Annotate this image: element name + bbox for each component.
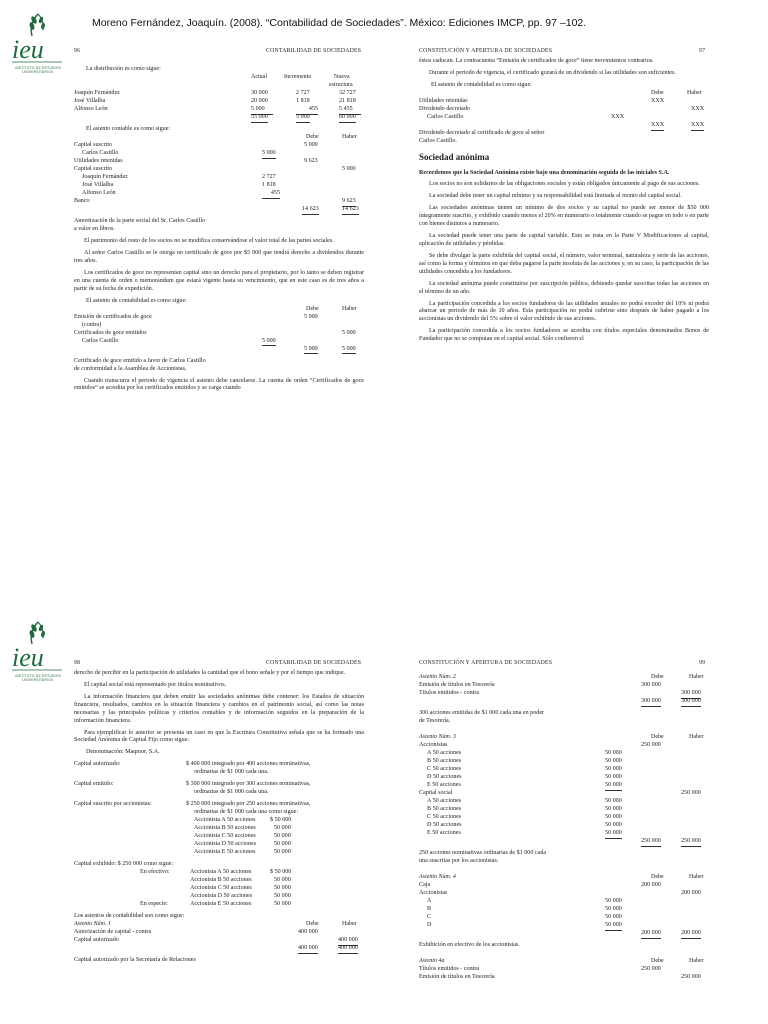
logo-wordmark: ieu bbox=[12, 35, 44, 64]
asiento-title: Asiento Núm. 2 bbox=[419, 674, 456, 680]
paragraph: Para ejemplificar lo anterior se presenta un caso en que la Escritura Constitutiva señala que se ha formado una Sociedad Anónima de Capital Fijo como sigue: bbox=[74, 729, 364, 744]
paragraph: éstos caducan. La contracuenta “Emisión de certificados de goce” tiene movimientos contrarios. bbox=[419, 58, 654, 64]
journal-row: Capital suscrito 5 000 bbox=[74, 166, 356, 172]
book-page-99: CONSTITUCIÓN Y APERTURA DE SOCIEDADES 99 Asiento Núm. 2 Debe Haber Emisión de títulos en Tesorería 300 000 Títulos emitidos - contra 300 000 300 000 300 000 300 acciones emitidas de $1 000 cada una en poder de Tesorería. Asiento Núm. 3 Debe Haber Accionistas 250 000 A 50 acciones 50 000 B 50 acciones 50 000 C 50 acciones 50 000 D 50 acciones 50 000 E 50 acciones 50 000 Capital social 250 000 A 50 acciones 50 000 B 50 acciones 50 000 C 50 acciones 50 000 D 50 acciones 50 000 E 50 acciones 50 000 250 000 250 000 250 acciones nominativas ordinarias de $1 000 cada una suscritas por los accionistas. Asiento Núm. 4 Debe Haber Caja 200 000 Accionistas 200 000 A 50 000 B 50 000 C 50 000 D 50 000 200 000 200 000 Exhibición en efectivo de los accionistas. Asiento 4a Debe Haber Títulos emitidos - contra 250 000 Emisión de títulos en Tesorería 250 000 bbox=[419, 660, 709, 982]
page-number: 98 bbox=[74, 660, 81, 666]
journal-row: (contra) bbox=[82, 321, 102, 328]
paragraph: El capital social está representado por títulos nominativos. bbox=[84, 681, 227, 688]
journal-row: D 50 000 bbox=[419, 922, 709, 930]
asiento-intro: El asiento de contabilidad es como sigue: bbox=[431, 81, 532, 88]
journal-total: 200 000 200 000 bbox=[419, 930, 709, 938]
page-number: 97 bbox=[699, 48, 706, 54]
journal-row: D 50 acciones 50 000 bbox=[427, 774, 622, 780]
laurel-icon bbox=[8, 618, 64, 674]
journal-total: 14 623 14 623 bbox=[74, 206, 364, 214]
denominacion: Denominación: Maqmor, S.A. bbox=[86, 749, 160, 756]
entry-description: Capital autorizado por la Secretaría de Relaciones bbox=[74, 957, 196, 964]
journal-row: Autorización de capital - contra 400 000 bbox=[74, 929, 318, 936]
paragraph: La sociedad debe tener un capital mínimo y su responsabilidad está limitada al monto del capital social. bbox=[429, 193, 682, 200]
dist-intro: La distribución es como sigue: bbox=[86, 66, 161, 72]
shareholder-row: Accionista C 50 acciones 50 000 bbox=[190, 885, 291, 892]
logo-wordmark: ieu bbox=[12, 643, 44, 672]
journal-row: Alfonso León 455 bbox=[74, 190, 364, 198]
paragraph: Cuando transcurra el periodo de vigencia el asiento debe cancelarse. La cuenta de orden “Certificados de goce emitidos” se acredita por los certificados emitidos y se carga cuando bbox=[74, 377, 364, 392]
asiento-intro: El asiento de contabilidad es como sigue: bbox=[86, 297, 187, 304]
page-number: 99 bbox=[699, 660, 706, 666]
logo-subtitle: INSTITUTO DE ESTUDIOS UNIVERSITARIOS bbox=[15, 66, 61, 75]
journal-row: B 50 acciones 50 000 bbox=[427, 806, 622, 812]
col-debe: Debe bbox=[306, 134, 319, 140]
paragraph: Se debe divulgar la parte exhibida del capital social, el número, valor nominal, naturaleza y serie de las acciones, así como la forma y términos en que deba pagarse la parte insoluta de las acciones y, en su caso, la participación de las utilidades concedida a los fundadores. bbox=[419, 252, 709, 275]
shareholder-row: Accionista E 50 acciones 50 000 bbox=[194, 849, 291, 856]
page-title: CONTABILIDAD DE SOCIEDADES bbox=[266, 660, 362, 666]
dist-header bbox=[74, 74, 364, 82]
paragraph: derecho de percibir en la participación de utilidades la cantidad que el bono señale y por el tiempo que indique. bbox=[74, 670, 346, 676]
paragraph: Durante el periodo de vigencia, el certificado gozará de un dividendo si las utilidades son suficientes. bbox=[429, 69, 676, 76]
paragraph: Recordemos que la Sociedad Anónima existe bajo una denominación seguida de las iniciales S.A. bbox=[419, 169, 670, 176]
page-header bbox=[419, 660, 709, 670]
paragraph: La sociedad anónima puede constituirse por suscripción pública, debiendo quedar suscritas todas las acciones en el término de un año. bbox=[419, 280, 709, 295]
journal-row: José Villalba 1 818 bbox=[82, 182, 276, 188]
journal-row: B 50 000 bbox=[427, 906, 622, 912]
page-title: CONSTITUCIÓN Y APERTURA DE SOCIEDADES bbox=[419, 48, 553, 54]
citation: Moreno Fernández, Joaquín. (2008). “Contabilidad de Sociedades”. México: Ediciones IMCP, pp. 97 –102. bbox=[92, 17, 587, 29]
shareholder-row: Accionista A 50 acciones $ 50 000 bbox=[194, 817, 292, 824]
ieu-logo bbox=[8, 10, 64, 80]
logo-subtitle: INSTITUTO DE ESTUDIOS UNIVERSITARIOS bbox=[15, 674, 61, 683]
journal-total: 5 000 5 000 bbox=[74, 346, 364, 354]
asiento-title: Asiento Núm. 3 bbox=[419, 734, 456, 740]
journal-row: Emisión de títulos en Tesorería 250 000 bbox=[419, 974, 701, 980]
journal-row: Capital autorizado 400 000 bbox=[74, 937, 364, 945]
journal-row: C 50 000 bbox=[427, 914, 622, 920]
journal-row: E 50 acciones 50 000 bbox=[419, 830, 709, 838]
journal-row: A 50 acciones 50 000 bbox=[427, 798, 622, 804]
book-page-98: 98 CONTABILIDAD DE SOCIEDADES derecho de percibir en la participación de utilidades la cantidad que el bono señale y por el tiempo que indique. El capital social está representado por títulos nominativos. La información financiera que deben emitir las sociedades anónimas debe contener: los Estados de situación financiera, resultados, cambios en la situación financiera y cambios en el patrimonio social, así como las notas necesarias y las principales políticas y criterios contables y de información seguidos en la preparación de la información financiera. Para ejemplificar lo anterior se presenta un caso en que la Escritura Constitutiva señala que se ha formado una Sociedad Anónima de Capital Fijo como sigue: Denominación: Maqmor, S.A. Capital autorizado: $ 400 000 integrado por 400 acciones nominativas, ordinarias de $1 000 cada una. Capital emitido: $ 300 000 integrado por 300 acciones nominativas, ordinarias de $1 000 cada una. Capital suscrito por accionistas: $ 250 000 integrado por 250 acciones nominativas, ordinarias de $1 000 cada una como sigue: Accionista A 50 acciones $ 50 000 Accionista B 50 acciones 50 000 Accionista C 50 acciones 50 000 Accionista D 50 acciones 50 000 Accionista E 50 acciones 50 000 Capital exhibido: $ 250 000 como sigue: En efectivo: Accionista A 50 acciones $ 50 000 Accionista B 50 acciones 50 000 Accionista C 50 acciones 50 000 Accionista D 50 acciones 50 000 En especie: Accionista E 50 acciones 50 000 Los asientos de contabilidad son como sigue: Asiento Núm. 1 Debe Haber Autorización de capital - contra 400 000 Capital autorizado 400 000 400 000 400 000 Capital autorizado por la Secretaría de Relaciones bbox=[74, 660, 364, 964]
col-nueva: Nueva bbox=[334, 74, 350, 80]
dist-row: Alfonso León 5 000 455 5 455 bbox=[74, 106, 364, 114]
entry-description: Dividendo decretado al certificado de goce al señor bbox=[419, 129, 545, 136]
journal-row: Títulos emitidos - contra 250 000 bbox=[419, 966, 661, 972]
col-actual: Actual bbox=[251, 74, 267, 80]
page-number: 96 bbox=[74, 48, 81, 54]
journal-row: Certificados de goce emitidos 5 000 bbox=[74, 329, 356, 336]
col-incremento: Incremento bbox=[284, 74, 312, 80]
journal-total: 300 000 300 000 bbox=[419, 698, 709, 706]
asiento-title: Asiento 4a bbox=[419, 958, 445, 964]
journal-row: Caja 200 000 bbox=[419, 882, 661, 888]
page-title: CONTABILIDAD DE SOCIEDADES bbox=[266, 48, 362, 54]
dist-row: Joaquín Fernández 30 000 2 727 32 727 bbox=[74, 90, 356, 96]
paragraph: Al señor Carlos Castillo se le otorga un certificado de goce por $5 000 que tendrá derecho a dividendos durante tres años. bbox=[74, 249, 364, 264]
paragraph: Las sociedades anónimas tienen un mínimo de dos socios y su capital no puede ser menor de $50 000 íntegramente suscrito, y exhibido cuando menos el 20% en numerario o totalmente cuando se pague en todo o en parte con bienes distintos a numerario. bbox=[419, 205, 709, 228]
page-header bbox=[74, 48, 364, 58]
laurel-icon bbox=[8, 10, 64, 66]
book-page-96: 96 CONTABILIDAD DE SOCIEDADES La distribución es como sigue: Actual Incremento Nueva estructura Joaquín Fernández 30 000 2 727 32 727 José Villalba 20 000 1 818 21 818 Alfonso León 5 000 455 5 455 55 000 5 000 60 000 El asiento contable es como sigue: Debe Haber Capital suscrito 5 000 Carlos Castillo 5 000 Utilidades retenidas 9 623 Capital suscrito 5 000 Joaquín Fernández 2 727 José Villalba 1 818 Alfonso León 455 Banco 9 623 14 623 14 623 Amortización de la parte social del Sr. Carlos Castillo a valor en libros. El patrimonio del resto de los socios no se modifica conservándose el valor total de las partes sociales. Al señor Carlos Castillo se le otorga un certificado de goce por $5 000 que tendrá derecho a dividendos durante tres años. Los certificados de goce no representan capital sino un derecho para el propietario, por lo tanto se deben registrar en una cuenta de orden o memorándum que estará vigente hasta su vencimiento, que en este caso es de tres años a partir de su fecha de expedición. El asiento de contabilidad es como sigue: Debe Haber Emisión de certificados de goce 5 000 (contra) Certificados de goce emitidos 5 000 Carlos Castillo 5 000 5 000 5 000 Certificado de goce emitido a favor de Carlos Castillo de conformidad a la Asamblea de Accionistas. Cuando transcurra el periodo de vigencia el asiento debe cancelarse. La cuenta de orden “Certificados de goce emitidos” se acredita por los certificados emitidos y se carga cuando bbox=[74, 48, 364, 392]
shareholder-row: Accionista D 50 acciones 50 000 bbox=[194, 841, 291, 848]
paragraph: La información financiera que deben emitir las sociedades anónimas debe contener: los Estados de situación financiera, resultados, cambios en la situación financiera y cambios en el patrimonio social, así como las notas necesarias y las principales políticas y criterios contables y de información seguidos en la preparación de la información financiera. bbox=[74, 693, 364, 724]
shareholder-row: Accionista D 50 acciones 50 000 bbox=[190, 893, 291, 900]
journal-row: Títulos emitidos - contra 300 000 bbox=[419, 690, 709, 698]
journal-row: A 50 000 bbox=[427, 898, 622, 904]
journal-row: B 50 acciones 50 000 bbox=[427, 758, 622, 764]
col-haber: Haber bbox=[342, 134, 357, 140]
asiento-title: Asiento Núm. 1 bbox=[74, 921, 111, 928]
asiento-intro: El asiento contable es como sigue: bbox=[86, 126, 171, 132]
journal-row: Carlos Castillo XXX bbox=[427, 113, 625, 120]
dist-row: José Villalba 20 000 1 818 21 818 bbox=[74, 98, 356, 104]
book-page-97: CONSTITUCIÓN Y APERTURA DE SOCIEDADES 97 éstos caducan. La contracuenta “Emisión de certificados de goce” tiene movimientos contrarios. Durante el periodo de vigencia, el certificado gozará de un dividendo si las utilidades son suficientes. El asiento de contabilidad es como sigue: Debe Haber Utilidades retenidas XXX Dividendo decretado XXX Carlos Castillo XXX XXX XXX Dividendo decretado al certificado de goce al señor Carlos Castillo. Sociedad anónima Recordemos que la Sociedad Anónima existe bajo una denominación seguida de las iniciales S.A. Los socios no son solidarios de las obligaciones sociales y están obligados únicamente al pago de sus acciones. La sociedad debe tener un capital mínimo y su responsabilidad está limitada al monto del capital social. Las sociedades anónimas tienen un mínimo de dos socios y su capital no puede ser menor de $50 000 íntegramente suscrito, y exhibido cuando menos el 20% en numerario o totalmente cuando se pague en todo o en parte con bienes distintos a numerario. La sociedad puede tener una parte de capital variable. Esto se trata en la Parte V Modificaciones al capital, aplicación de utilidades y pérdidas. Se debe divulgar la parte exhibida del capital social, el número, valor nominal, naturaleza y serie de las acciones, así como la forma y términos en que deba pagarse la parte insoluta de las acciones y, en su caso, la participación de las utilidades concedida a los fundadores. La sociedad anónima puede constituirse por suscripción pública, debiendo quedar suscritas todas las acciones en el término de un año. La participación concedida a los socios fundadores de las utilidades anuales no podrá exceder del 10% ni podrá abarcar un periodo de más de 10 años. Esta participación no podrá cubrirse sino después de haber pagado a los accionistas un dividendo del 5% sobre el valor exhibido de sus acciones. La participación concedida a los socios fundadores se acredita con títulos especiales denominados Bonos de Fundador que no se computan en el capital social. Sólo confieren el bbox=[419, 48, 709, 343]
shareholder-row: Accionista B 50 acciones 50 000 bbox=[190, 877, 291, 884]
journal-row: Banco 9 623 bbox=[74, 198, 364, 206]
sheet-page-2 bbox=[0, 512, 768, 1024]
journal-row: D 50 acciones 50 000 bbox=[427, 822, 622, 828]
paragraph: Los socios no son solidarios de las obligaciones sociales y están obligados únicamente al pago de sus acciones. bbox=[429, 181, 700, 188]
col-estructura: estructura bbox=[329, 82, 353, 88]
journal-row: Carlos Castillo 5 000 bbox=[74, 150, 364, 158]
page-header bbox=[74, 660, 364, 670]
journal-total: XXX XXX bbox=[419, 122, 709, 130]
journal-row: Emisión de títulos en Tesorería 300 000 bbox=[419, 682, 661, 688]
journal-row: Dividendo decretado XXX bbox=[419, 105, 705, 112]
journal-row: Utilidades retenidas XXX bbox=[419, 97, 665, 104]
shareholder-row: Accionista B 50 acciones 50 000 bbox=[194, 825, 291, 832]
journal-row: Accionistas 250 000 bbox=[419, 742, 661, 748]
section-heading: Sociedad anónima bbox=[419, 151, 490, 162]
ieu-logo bbox=[8, 618, 64, 688]
paragraph: El patrimonio del resto de los socios no se modifica conservándose el valor total de las partes sociales. bbox=[84, 238, 334, 244]
shareholder-row: En especie: Accionista E 50 acciones 50 000 bbox=[140, 901, 291, 908]
paragraph: La participación concedida a los socios fundadores de las utilidades anuales no podrá exceder del 10% ni podrá abarcar un periodo de más de 10 años. Esta participación no podrá cubrirse sino después de haber pagado a los accionistas un dividendo del 5% sobre el valor exhibido de sus acciones. bbox=[419, 300, 709, 323]
paragraph: La sociedad puede tener una parte de capital variable. Esto se trata en la Parte V Modificaciones al capital, aplicación de utilidades y pérdidas. bbox=[419, 233, 709, 247]
journal-row: C 50 acciones 50 000 bbox=[427, 766, 622, 772]
dist-total: 55 000 5 000 60 000 bbox=[74, 114, 364, 122]
page-title: CONSTITUCIÓN Y APERTURA DE SOCIEDADES bbox=[419, 660, 553, 666]
journal-row: A 50 acciones 50 000 bbox=[427, 750, 622, 756]
journal-row: Carlos Castillo 5 000 bbox=[74, 338, 364, 346]
journal-row: Utilidades retenidas 9 623 bbox=[74, 158, 318, 164]
journal-total: 250 000 250 000 bbox=[419, 838, 709, 846]
page-header bbox=[419, 48, 709, 58]
journal-row: E 50 acciones 50 000 bbox=[419, 782, 709, 790]
paragraph: La participación concedida a los socios fundadores se acredita con títulos especiales denominados Bonos de Fundador que no se computan en el capital social. Sólo confieren el bbox=[419, 328, 709, 343]
shareholder-row: Accionista C 50 acciones 50 000 bbox=[194, 833, 291, 840]
journal-row: Joaquín Fernández 2 727 bbox=[82, 174, 276, 180]
entry-description: Amortización de la parte social del Sr. Carlos Castillo bbox=[74, 218, 206, 224]
paragraph: Los certificados de goce no representan capital sino un derecho para el propietario, por lo tanto se deben registrar en una cuenta de orden o memorándum que estará vigente hasta su vencimiento, que en este caso es de tres años a partir de su fecha de expedición. bbox=[74, 269, 364, 292]
entry-description: Certificado de goce emitido a favor de Carlos Castillo bbox=[74, 357, 206, 364]
journal-row: Capital social 250 000 bbox=[419, 790, 701, 796]
journal-total: 400 000 400 000 bbox=[74, 945, 364, 953]
asiento-title: Asiento Núm. 4 bbox=[419, 874, 456, 880]
journal-row: Accionistas 200 000 bbox=[419, 890, 701, 896]
shareholder-row: En efectivo: Accionista A 50 acciones $ 50 000 bbox=[140, 869, 292, 876]
journal-row: C 50 acciones 50 000 bbox=[427, 814, 622, 820]
journal-row: Capital suscrito 5 000 bbox=[74, 142, 318, 148]
journal-row: Emisión de certificados de goce 5 000 bbox=[74, 313, 318, 320]
